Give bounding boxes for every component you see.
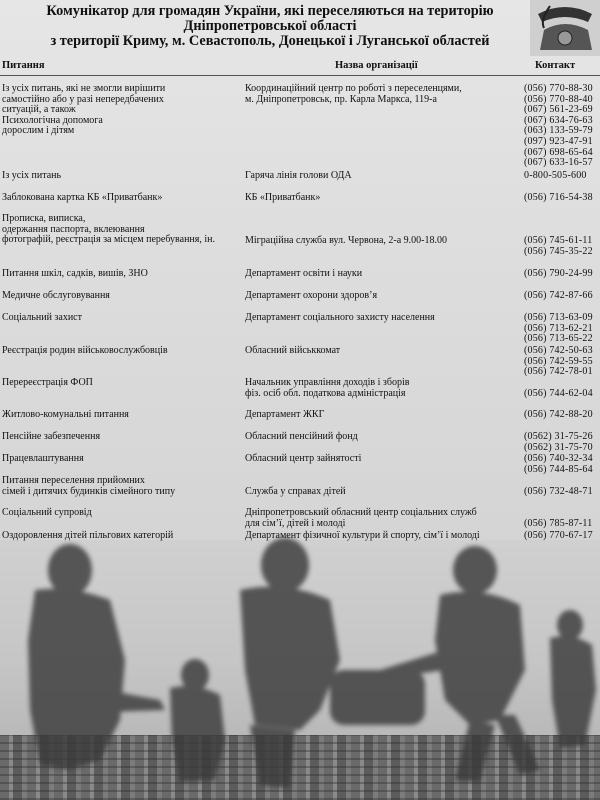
row-2-issue: Із усіх питань [2, 170, 62, 181]
header-divider [0, 75, 600, 76]
row-4-org: Міграційна служба вул. Червона, 2-а 9.00-18.00 [245, 235, 447, 246]
telephone-icon [530, 0, 600, 56]
row-11-contact: (0562) 31-75-26 (0562) 31-75-70 [524, 431, 593, 453]
header-issue: Питання [2, 60, 45, 71]
row-11-org: Обласний пенсійний фонд [245, 431, 358, 442]
row-6-org: Департамент охорони здоров’я [245, 290, 378, 301]
row-11-issue: Пенсійне забезпечення [2, 431, 101, 442]
row-13-contact: (056) 732-48-71 [524, 485, 593, 497]
row-10-issue: Житлово-комунальні питання [2, 409, 129, 420]
row-2-org: Гаряча лінія голови ОДА [245, 170, 352, 181]
shadows-photo [0, 530, 600, 800]
row-4-issue: Прописка, виписка, одержання паспорта, вклеювання фотографій, реєстрація за місцем перебування, ін. [2, 213, 216, 246]
row-8-org: Обласний військкомат [245, 345, 341, 356]
row-7-org: Департамент соціального захисту населення [245, 312, 435, 323]
row-1-issue: Із усіх питань, які не змогли вирішити самостійно або у разі непередбачених ситуацій, а також Психологічна допомога дорослим і дітям [2, 83, 166, 137]
row-3-org: КБ «Приватбанк» [245, 192, 321, 203]
row-9-org: Начальник управління доходів і зборів фіз. осіб обл. податкова адміністрація [245, 377, 410, 399]
row-6-contact: (056) 742-87-66 [524, 290, 593, 301]
row-5-org: Департамент освіти і науки [245, 268, 363, 279]
title-line-2: Дніпропетровської області [183, 18, 357, 34]
header-contact: Контакт [535, 60, 576, 71]
row-5-issue: Питання шкіл, садків, вишів, ЗНО [2, 268, 148, 279]
row-13-org: Служба у справах дітей [245, 485, 346, 497]
row-8-contact: (056) 742-50-63 (056) 742-59-55 (056) 742-78-01 [524, 345, 593, 378]
row-10-org: Департамент ЖКГ [245, 409, 325, 420]
row-14-contact: (056) 785-87-11 [524, 517, 593, 529]
row-3-issue: Заблокована картка КБ «Приватбанк» [2, 192, 163, 203]
row-3-contact: (056) 716-54-38 [524, 192, 593, 203]
row-9-issue: Перереєстрація ФОП [2, 377, 93, 388]
row-12-contact: (056) 740-32-34 (056) 744-85-64 [524, 453, 593, 475]
row-10-contact: (056) 742-88-20 [524, 409, 593, 420]
row-14-issue: Соціальний супровід [2, 507, 92, 518]
row-6-issue: Медичне обслуговування [2, 290, 110, 301]
title-line-1: Комунікатор для громадян України, які переселяються на територію [46, 3, 494, 19]
row-7-contact: (056) 713-63-09 (056) 713-62-21 (056) 713-65-22 [524, 312, 593, 345]
row-5-contact: (056) 790-24-99 [524, 268, 593, 279]
header-organization: Назва організації [335, 60, 418, 71]
row-14-org: Дніпропетровський обласний центр соціальних служб для сім’ї, дітей і молоді [245, 507, 477, 529]
row-15-contact: (056) 770-67-17 [524, 530, 593, 541]
row-8-issue: Реєстрація родин військовослужбовців [2, 345, 168, 356]
page-title [0, 4, 540, 49]
row-13-issue: Питання переселення прийомних сімей і дитячих будинків сімейного типу [2, 475, 176, 497]
row-12-org: Обласний центр зайнятості [245, 453, 362, 464]
row-15-org: Департамент фізичної культури й спорту, сім’ї і молоді [245, 530, 480, 541]
row-12-issue: Працевлаштування [2, 453, 84, 464]
row-9-contact: (056) 744-62-04 [524, 387, 593, 399]
row-2-contact: 0-800-505-600 [524, 170, 587, 181]
row-4-contact: (056) 745-61-11 (056) 745-35-22 [524, 235, 593, 257]
row-7-issue: Соціальний захист [2, 312, 82, 323]
title-line-3: з території Криму, м. Севастополь, Донецької і Луганської областей [50, 33, 490, 49]
row-15-issue: Оздоровлення дітей пільгових категорій [2, 530, 174, 541]
row-1-org: Координаційний центр по роботі з переселенцями, м. Дніпропетровськ, пр. Карла Маркса, 119-а [245, 83, 462, 105]
row-1-contact: (056) 770-88-30 (056) 770-88-40 (067) 561-23-69 (067) 634-76-63 (063) 133-59-79 (097) 923-47-91 (067) 698-65-64 (067) 633-16-57 [524, 83, 593, 169]
